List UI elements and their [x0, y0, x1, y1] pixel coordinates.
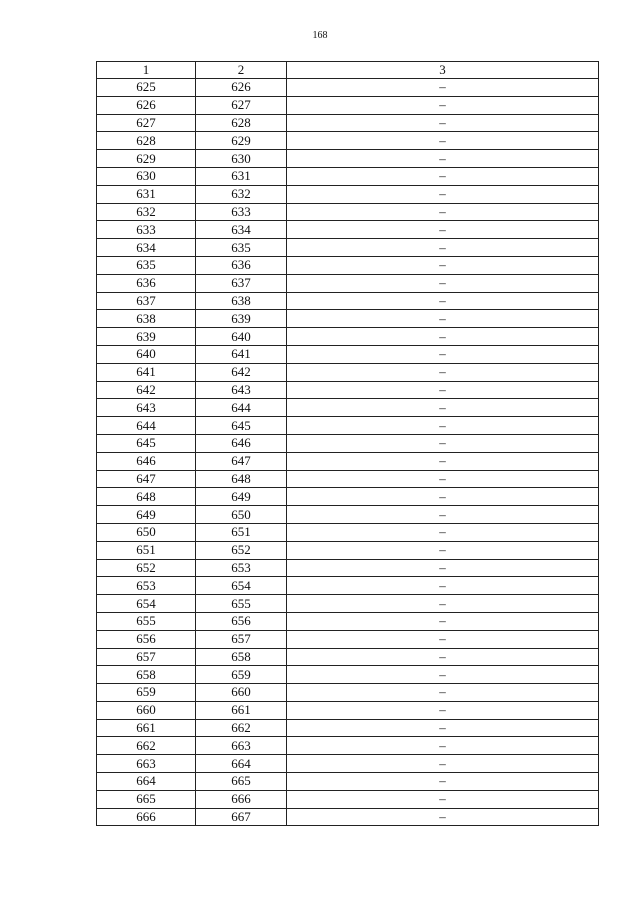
table-cell-col-3: –	[287, 630, 599, 648]
table-cell-col-1: 661	[97, 719, 196, 737]
table-row	[97, 737, 599, 755]
table-row	[97, 452, 599, 470]
table-cell-col-1: 646	[97, 452, 196, 470]
table-cell-col-3: –	[287, 755, 599, 773]
table-row	[97, 328, 599, 346]
table-cell-col-1: 664	[97, 773, 196, 791]
table-cell-col-3: –	[287, 808, 599, 826]
table-row	[97, 648, 599, 666]
table-cell-col-2: 634	[196, 221, 287, 239]
table-cell-col-3: –	[287, 363, 599, 381]
table-cell-col-1: 644	[97, 417, 196, 435]
table-cell-col-2: 630	[196, 150, 287, 168]
table-cell-col-2: 662	[196, 719, 287, 737]
table-cell-col-3: –	[287, 666, 599, 684]
table-cell-col-2: 645	[196, 417, 287, 435]
page-number: 168	[312, 30, 328, 41]
table-cell-col-2: 649	[196, 488, 287, 506]
table-cell-col-3: –	[287, 185, 599, 203]
table-cell-col-3: –	[287, 221, 599, 239]
table-cell-col-1: 640	[97, 345, 196, 363]
table-cell-col-3: –	[287, 79, 599, 97]
table-cell-col-1: 641	[97, 363, 196, 381]
table-row	[97, 506, 599, 524]
table-cell-col-2: 638	[196, 292, 287, 310]
table-cell-col-1: 636	[97, 274, 196, 292]
table-cell-col-3: –	[287, 506, 599, 524]
table-cell-col-3: –	[287, 167, 599, 185]
table-cell-col-3: –	[287, 274, 599, 292]
table-cell-col-2: 663	[196, 737, 287, 755]
table-cell-col-1: 638	[97, 310, 196, 328]
table-cell-col-1: 643	[97, 399, 196, 417]
table-cell-col-2: 660	[196, 684, 287, 702]
table-row	[97, 470, 599, 488]
table-row	[97, 790, 599, 808]
table-row	[97, 185, 599, 203]
table-cell-col-3: –	[287, 114, 599, 132]
table-cell-col-3: –	[287, 239, 599, 257]
table-cell-col-2: 655	[196, 595, 287, 613]
table-cell-col-1: 663	[97, 755, 196, 773]
table-cell-col-2: 656	[196, 612, 287, 630]
table-row	[97, 559, 599, 577]
table-cell-col-1: 632	[97, 203, 196, 221]
table-row	[97, 719, 599, 737]
table-cell-col-1: 662	[97, 737, 196, 755]
table-row	[97, 79, 599, 97]
table-cell-col-3: –	[287, 595, 599, 613]
table-cell-col-1: 659	[97, 684, 196, 702]
table-cell-col-1: 639	[97, 328, 196, 346]
table-row	[97, 488, 599, 506]
table-row	[97, 773, 599, 791]
table-cell-col-2: 637	[196, 274, 287, 292]
table-row	[97, 239, 599, 257]
table-cell-col-3: –	[287, 96, 599, 114]
table-cell-col-3: –	[287, 310, 599, 328]
table-cell-col-1: 649	[97, 506, 196, 524]
table-cell-col-2: 639	[196, 310, 287, 328]
table-cell-col-1: 655	[97, 612, 196, 630]
table-cell-col-1: 642	[97, 381, 196, 399]
table-row	[97, 541, 599, 559]
table-row	[97, 595, 599, 613]
table-cell-col-2: 667	[196, 808, 287, 826]
table-row	[97, 630, 599, 648]
table-cell-col-1: 660	[97, 701, 196, 719]
table-cell-col-1: 656	[97, 630, 196, 648]
table-cell-col-2: 628	[196, 114, 287, 132]
table-cell-col-3: –	[287, 773, 599, 791]
table-cell-col-2: 647	[196, 452, 287, 470]
table-cell-col-1: 665	[97, 790, 196, 808]
table-cell-col-3: –	[287, 328, 599, 346]
table-cell-col-3: –	[287, 559, 599, 577]
table-cell-col-3: –	[287, 790, 599, 808]
table-cell-col-2: 646	[196, 434, 287, 452]
table-cell-col-2: 664	[196, 755, 287, 773]
table-cell-col-2: 636	[196, 256, 287, 274]
table-row	[97, 221, 599, 239]
table-row	[97, 612, 599, 630]
table-cell-col-3: –	[287, 256, 599, 274]
table-body	[97, 79, 599, 826]
table-row	[97, 808, 599, 826]
table-cell-col-2: 652	[196, 541, 287, 559]
table-cell-col-1: 651	[97, 541, 196, 559]
table-row	[97, 132, 599, 150]
table-cell-col-1: 629	[97, 150, 196, 168]
table-row	[97, 684, 599, 702]
table-cell-col-2: 661	[196, 701, 287, 719]
table-cell-col-3: –	[287, 399, 599, 417]
table-cell-col-3: –	[287, 381, 599, 399]
table-cell-col-3: –	[287, 132, 599, 150]
table-row	[97, 399, 599, 417]
table-cell-col-2: 651	[196, 523, 287, 541]
table-cell-col-2: 635	[196, 239, 287, 257]
table-cell-col-2: 653	[196, 559, 287, 577]
table-cell-col-1: 627	[97, 114, 196, 132]
table-cell-col-2: 643	[196, 381, 287, 399]
table-row	[97, 381, 599, 399]
table-cell-col-2: 633	[196, 203, 287, 221]
table-row	[97, 363, 599, 381]
table-cell-col-2: 629	[196, 132, 287, 150]
table-cell-col-2: 650	[196, 506, 287, 524]
table-cell-col-2: 626	[196, 79, 287, 97]
table-cell-col-2: 654	[196, 577, 287, 595]
table-header-row	[97, 62, 599, 79]
table-row	[97, 203, 599, 221]
table-row	[97, 701, 599, 719]
table-cell-col-2: 632	[196, 185, 287, 203]
table-cell-col-2: 665	[196, 773, 287, 791]
table-cell-col-2: 641	[196, 345, 287, 363]
table-cell-col-1: 653	[97, 577, 196, 595]
table-cell-col-2: 644	[196, 399, 287, 417]
table-cell-col-3: –	[287, 488, 599, 506]
table-cell-col-3: –	[287, 684, 599, 702]
table-row	[97, 256, 599, 274]
table-cell-col-3: –	[287, 737, 599, 755]
table-header	[97, 62, 599, 79]
table-cell-col-3: –	[287, 541, 599, 559]
table-cell-col-3: –	[287, 523, 599, 541]
table-row	[97, 150, 599, 168]
table-cell-col-3: –	[287, 417, 599, 435]
table-row	[97, 345, 599, 363]
table-cell-col-1: 657	[97, 648, 196, 666]
table-row	[97, 434, 599, 452]
table-cell-col-1: 633	[97, 221, 196, 239]
table-cell-col-1: 658	[97, 666, 196, 684]
table-row	[97, 274, 599, 292]
table-cell-col-1: 650	[97, 523, 196, 541]
table-cell-col-2: 642	[196, 363, 287, 381]
table-cell-col-3: –	[287, 470, 599, 488]
table-cell-col-3: –	[287, 434, 599, 452]
table-cell-col-2: 657	[196, 630, 287, 648]
table-cell-col-3: –	[287, 345, 599, 363]
column-header-2: 2	[196, 62, 287, 79]
table-cell-col-1: 654	[97, 595, 196, 613]
table-cell-col-2: 631	[196, 167, 287, 185]
column-header-1: 1	[97, 62, 196, 79]
table-cell-col-3: –	[287, 452, 599, 470]
table-row	[97, 666, 599, 684]
table-row	[97, 417, 599, 435]
table-row	[97, 167, 599, 185]
table-cell-col-3: –	[287, 577, 599, 595]
table-cell-col-3: –	[287, 719, 599, 737]
table-cell-col-3: –	[287, 612, 599, 630]
table-cell-col-1: 630	[97, 167, 196, 185]
table-cell-col-3: –	[287, 648, 599, 666]
table-cell-col-1: 648	[97, 488, 196, 506]
table-cell-col-2: 640	[196, 328, 287, 346]
table-row	[97, 523, 599, 541]
table-row	[97, 310, 599, 328]
table-cell-col-3: –	[287, 292, 599, 310]
table-row	[97, 577, 599, 595]
table-cell-col-3: –	[287, 203, 599, 221]
table-cell-col-1: 631	[97, 185, 196, 203]
table-cell-col-1: 637	[97, 292, 196, 310]
table-cell-col-2: 648	[196, 470, 287, 488]
table-cell-col-3: –	[287, 150, 599, 168]
table-cell-col-1: 628	[97, 132, 196, 150]
table-cell-col-1: 666	[97, 808, 196, 826]
table-cell-col-2: 666	[196, 790, 287, 808]
table-cell-col-2: 627	[196, 96, 287, 114]
table-cell-col-1: 635	[97, 256, 196, 274]
table-cell-col-2: 658	[196, 648, 287, 666]
table-cell-col-1: 625	[97, 79, 196, 97]
data-table	[96, 61, 599, 826]
column-header-3: 3	[287, 62, 599, 79]
table-cell-col-1: 645	[97, 434, 196, 452]
table-cell-col-3: –	[287, 701, 599, 719]
table-cell-col-2: 659	[196, 666, 287, 684]
table-cell-col-1: 652	[97, 559, 196, 577]
table-row	[97, 96, 599, 114]
table-cell-col-1: 626	[97, 96, 196, 114]
table-cell-col-1: 647	[97, 470, 196, 488]
table-row	[97, 755, 599, 773]
table-row	[97, 114, 599, 132]
table-cell-col-1: 634	[97, 239, 196, 257]
table-row	[97, 292, 599, 310]
